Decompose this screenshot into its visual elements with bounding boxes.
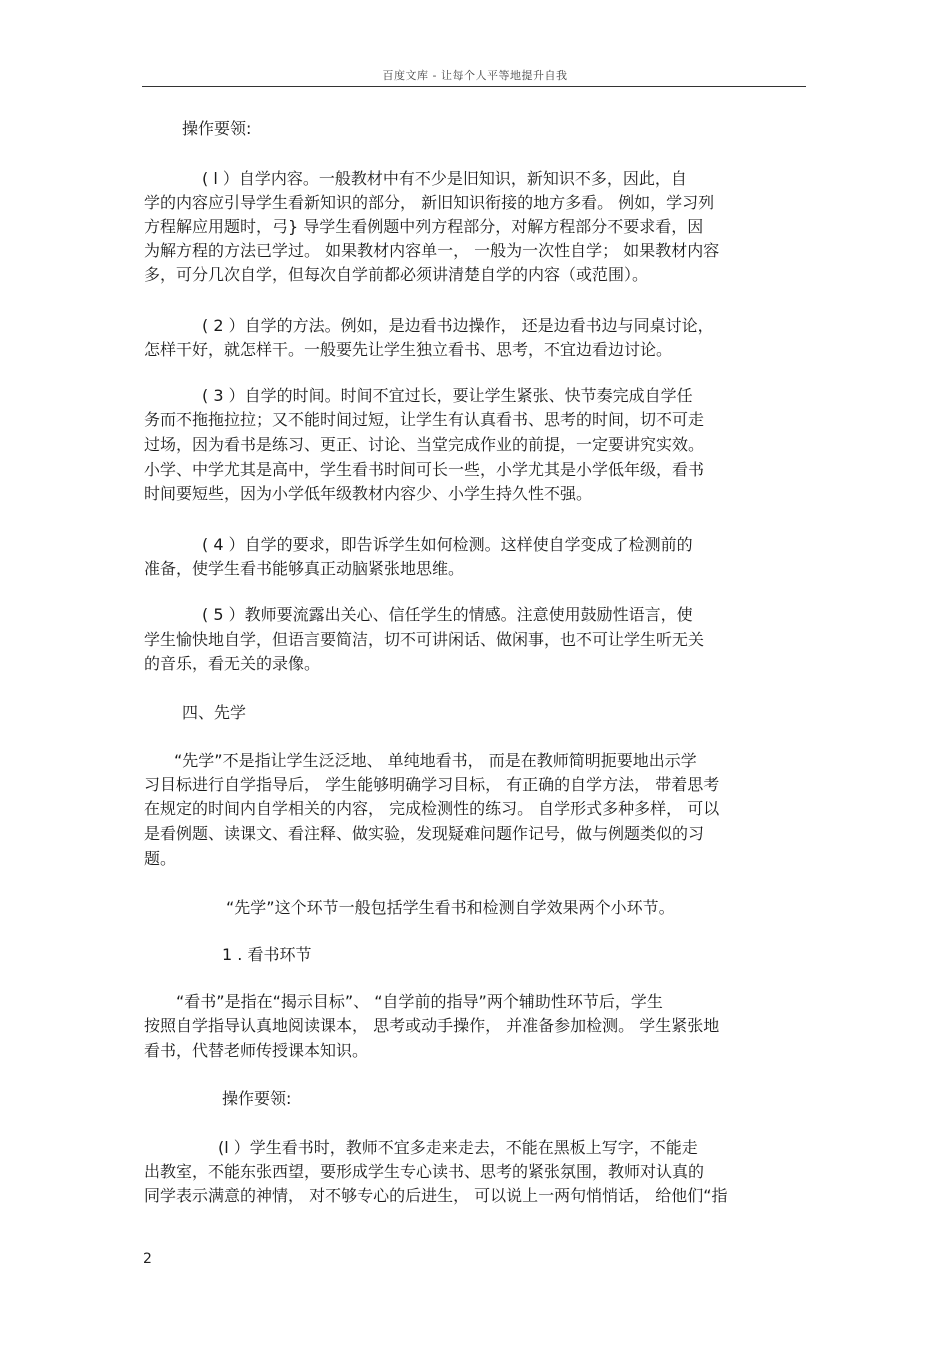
text-line: 习目标进行自学指导后， 学生能够明确学习目标， 有正确的自学方法， 带着思考 <box>144 775 720 794</box>
page-number: 2 <box>143 1251 152 1267</box>
text-line: 务而不拖拖拉拉；又不能时间过短，让学生有认真看书、思考的时间，切不可走 <box>144 410 705 429</box>
text-line: 操作要领: <box>182 119 252 138</box>
text-line: 小学、中学尤其是高中，学生看书时间可长一些，小学尤其是小学低年级，看书 <box>144 460 705 479</box>
text-line: ( l ）自学内容。一般教材中有不少是旧知识，新知识不多，因此，自 <box>202 169 687 188</box>
text-line: ( 3 ）自学的时间。时间不宜过长，要让学生紧张、快节奏完成自学任 <box>202 386 693 405</box>
text-line: 同学表示满意的神情， 对不够专心的后进生， 可以说上一两句悄悄话， 给他们“指 <box>144 1186 728 1205</box>
text-line: 按照自学指导认真地阅读课本， 思考或动手操作， 并准备参加检测。 学生紧张地 <box>144 1016 720 1035</box>
text-line: 在规定的时间内自学相关的内容， 完成检测性的练习。 自学形式多种多样， 可以 <box>144 799 720 818</box>
text-line: 怎样干好，就怎样干。一般要先让学生独立看书、思考，不宜边看边讨论。 <box>144 340 673 359</box>
text-line: ( 5 ）教师要流露出关心、信任学生的情感。注意使用鼓励性语言，使 <box>202 605 693 624</box>
subsection-heading: 1 . 看书环节 <box>222 945 312 964</box>
text-line: ( 2 ）自学的方法。例如，是边看书边操作， 还是边看书边与同桌讨论， <box>202 316 714 335</box>
text-line: 准备，使学生看书能够真正动脑紧张地思维。 <box>144 559 465 578</box>
text-line: 多，可分几次自学，但每次自学前都必须讲清楚自学的内容（或范围）。 <box>144 265 649 284</box>
text-line: 操作要领: <box>222 1089 292 1108</box>
header-rule <box>142 86 806 87</box>
text-line: 过场，因为看书是练习、更正、讨论、当堂完成作业的前提，一定要讲究实效。 <box>144 435 705 454</box>
text-line: 看书，代替老师传授课本知识。 <box>144 1041 369 1060</box>
text-line: 时间要短些，因为小学低年级教材内容少、小学生持久性不强。 <box>144 484 593 503</box>
text-line: (l ）学生看书时，教师不宜多走来走去，不能在黑板上写字，不能走 <box>218 1138 698 1157</box>
text-line: 是看例题、读课文、看注释、做实验，发现疑难问题作记号，做与例题类似的习 <box>144 824 705 843</box>
text-line: 学的内容应引导学生看新知识的部分， 新旧知识衔接的地方多看。 例如，学习列 <box>144 193 715 212</box>
section-heading: 四、先学 <box>182 703 247 722</box>
text-line: 题。 <box>144 849 177 868</box>
text-line: 的音乐，看无关的录像。 <box>144 654 321 673</box>
text-line: 出教室，不能东张西望，要形成学生专心读书、思考的紧张氛围，教师对认真的 <box>144 1162 705 1181</box>
text-line: 方程解应用题时，弓} 导学生看例题中列方程部分，对解方程部分不要求看，因 <box>144 217 704 236</box>
text-line: “先学”不是指让学生泛泛地、 单纯地看书， 而是在教师简明扼要地出示学 <box>174 751 697 770</box>
text-line: “看书”是指在“揭示目标”、 “自学前的指导”两个辅助性环节后，学生 <box>176 992 663 1011</box>
text-line: ( 4 ）自学的要求，即告诉学生如何检测。这样使自学变成了检测前的 <box>202 535 693 554</box>
text-line: 为解方程的方法已学过。 如果教材内容单一， 一般为一次性自学； 如果教材内容 <box>144 241 720 260</box>
page-header: 百度文库 - 让每个人平等地提升自我 <box>382 69 568 82</box>
text-line: “先学”这个环节一般包括学生看书和检测自学效果两个小环节。 <box>226 898 675 917</box>
text-line: 学生愉快地自学，但语言要简洁，切不可讲闲话、做闲事，也不可让学生听无关 <box>144 630 705 649</box>
